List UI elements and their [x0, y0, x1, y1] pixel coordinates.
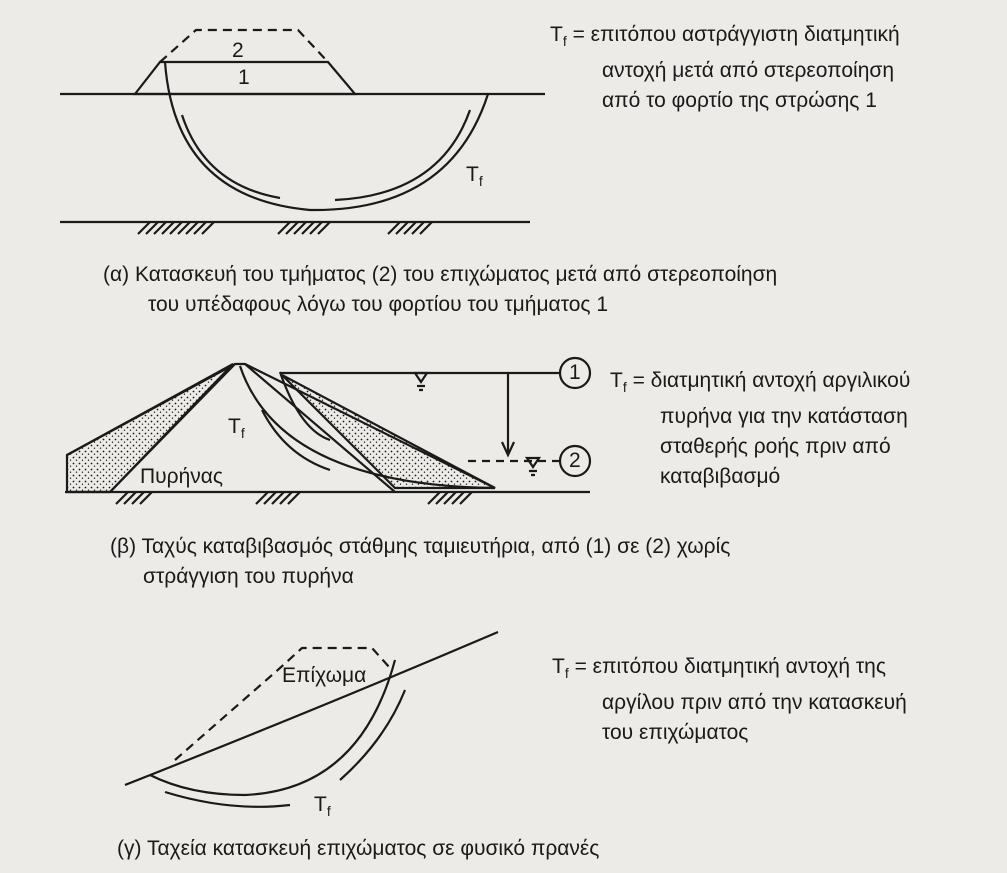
- shear-arrow-c-right: [340, 690, 405, 780]
- note-a: $T_f = \varepsilon\pi\iota\tau ό\pi o\upsilon$ αστράγγιστη διατμητική αντοχή μετά από στερεοποίηση από το φορτίο της στρώσης 1: [550, 23, 900, 112]
- natural-slope-surface: [125, 632, 498, 785]
- fill-label: Επίχωμα: [282, 664, 367, 687]
- layer-2-label: 2: [232, 39, 244, 62]
- note-c: $T_f = \varepsilon\pi\iota\tau ό\pi o\upsilon$ διατμητική αντοχή της αργίλου πριν από την κατασκευή του επιχώματος: [552, 655, 907, 744]
- note-b: $T_f = \delta\iota\alpha\tau\mu\eta\tau\iota\kappa ή$ αντοχή αργιλικού πυρήνα για την κατάσταση σταθερής ροής πριν από καταβιβασμό: [610, 369, 911, 488]
- tf-label-b: $T_f$: [228, 415, 245, 441]
- tf-label-a: $T_f$: [466, 163, 483, 189]
- embankment-layer-2-dashed: [160, 30, 328, 62]
- hatch-group-b: [116, 492, 472, 504]
- level-2-number: 2: [569, 449, 581, 472]
- caption-c: (γ) Ταχεία κατασκευή επιχώματος σε φυσικό πρανές: [117, 837, 600, 860]
- hatch-group-a: [138, 222, 432, 234]
- layer-1-label: 1: [238, 66, 250, 89]
- caption-b: (β) Ταχύς καταβιβασμός στάθμης ταμιευτήρια, από (1) σε (2) χωρίς στράγγιση του πυρήνα: [110, 535, 731, 588]
- shear-arrow-a-right: [335, 110, 470, 200]
- caption-a: (α) Κατασκευή του τμήματος (2) του επιχώματος μετά από στερεοποίηση του υπέδαφους λόγω του φορτίου του τμήματος 1: [103, 263, 778, 316]
- level-1-number: 1: [569, 361, 581, 384]
- core-label: Πυρήνας: [140, 465, 224, 488]
- water-symbol-1: [415, 373, 427, 390]
- water-symbol-2: [527, 458, 539, 475]
- tf-label-c: $T_f$: [314, 793, 331, 819]
- slip-circle-a: [165, 62, 488, 210]
